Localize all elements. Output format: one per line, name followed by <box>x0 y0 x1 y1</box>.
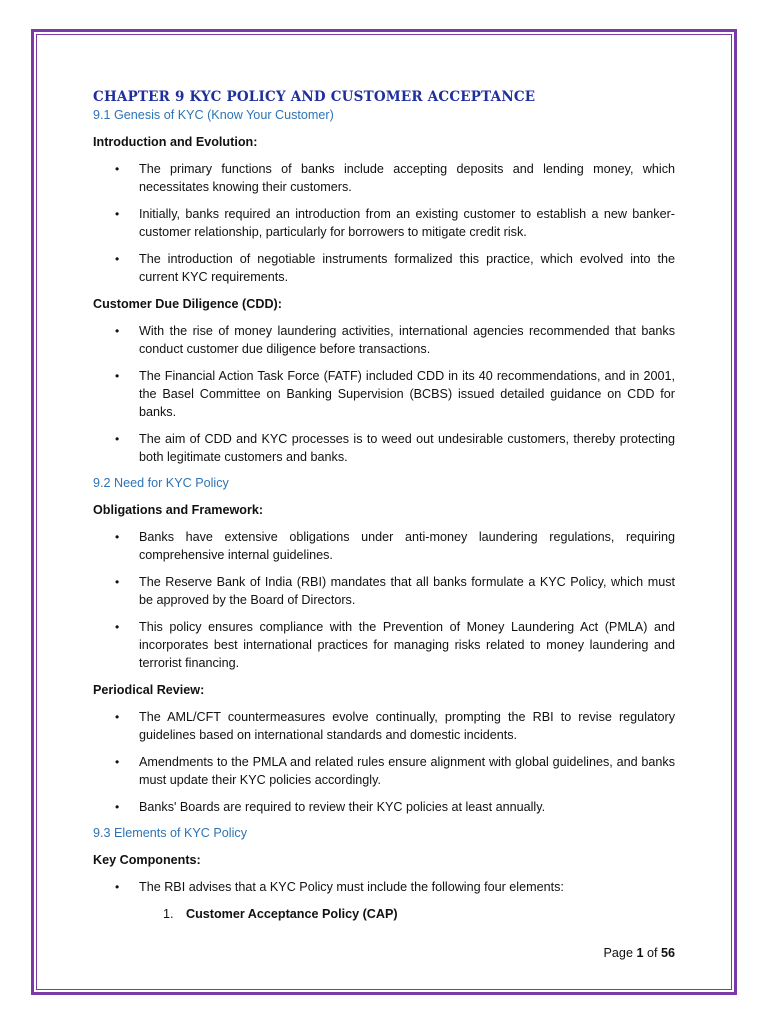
list-item-text: Banks' Boards are required to review their KYC policies at least annually. <box>139 800 546 814</box>
list-item <box>93 250 675 286</box>
bullet-list-cdd <box>93 322 675 466</box>
bullet-icon: • <box>115 207 120 221</box>
page-content <box>93 88 675 923</box>
list-item-text: The AML/CFT countermeasures evolve continually, prompting the RBI to revise regulatory guidelines based on international standards and domestic incidents. <box>139 710 675 742</box>
bullet-icon: • <box>115 369 120 383</box>
list-item-text: Banks have extensive obligations under anti-money laundering regulations, requiring comprehensive internal guidelines. <box>139 530 675 562</box>
bullet-list-review <box>93 708 675 816</box>
list-item <box>93 322 675 358</box>
page-number-total: 56 <box>660 946 675 960</box>
section-heading-9-1: 9.1 Genesis of KYC (Know Your Customer) <box>93 108 334 122</box>
list-item-text: The aim of CDD and KYC processes is to weed out undesirable customers, thereby protecting both legitimate customers and banks. <box>139 432 675 464</box>
list-item <box>93 878 675 896</box>
list-item <box>93 528 675 564</box>
list-item-text: The Reserve Bank of India (RBI) mandates that all banks formulate a KYC Policy, which must be approved by the Board of Directors. <box>139 575 675 607</box>
numbered-item <box>93 905 675 923</box>
list-item <box>93 205 675 241</box>
list-item <box>93 367 675 421</box>
subheading-key-components: Key Components: <box>93 853 201 867</box>
bullet-icon: • <box>115 880 120 894</box>
page-number <box>604 946 675 960</box>
subheading-cdd: Customer Due Diligence (CDD): <box>93 297 282 311</box>
list-item-text: The primary functions of banks include accepting deposits and lending money, which necessitates knowing their customers. <box>139 162 675 194</box>
page-number-current: 1 <box>636 946 644 960</box>
chapter-title: CHAPTER 9 KYC POLICY AND CUSTOMER ACCEPTANCE <box>93 89 536 105</box>
page-number-middle: of <box>643 946 661 960</box>
list-item <box>93 618 675 672</box>
bullet-icon: • <box>115 324 120 338</box>
list-item <box>93 573 675 609</box>
bullet-list-introduction <box>93 160 675 286</box>
subheading-introduction: Introduction and Evolution: <box>93 135 258 149</box>
list-item-text: Initially, banks required an introduction from an existing customer to establish a new banker-customer relationship, particularly for borrowers to mitigate credit risk. <box>139 207 675 239</box>
list-item <box>93 430 675 466</box>
bullet-icon: • <box>115 530 120 544</box>
list-item-text: This policy ensures compliance with the Prevention of Money Laundering Act (PMLA) and incorporates best international practices for managing risks related to money laundering and terrorist financing. <box>139 620 675 670</box>
list-item-text: Amendments to the PMLA and related rules ensure alignment with global guidelines, and banks must update their KYC policies accordingly. <box>139 755 675 787</box>
bullet-icon: • <box>115 800 120 814</box>
bullet-icon: • <box>115 620 120 634</box>
bullet-icon: • <box>115 710 120 724</box>
list-item-text: With the rise of money laundering activities, international agencies recommended that banks conduct customer due diligence before transactions. <box>139 324 675 356</box>
list-item <box>93 708 675 744</box>
section-heading-9-2: 9.2 Need for KYC Policy <box>93 476 229 490</box>
bullet-icon: • <box>115 755 120 769</box>
list-item <box>93 798 675 816</box>
numbered-list-elements <box>93 905 675 923</box>
page-number-prefix: Page <box>603 946 637 960</box>
list-item-text: The introduction of negotiable instruments formalized this practice, which evolved into the current KYC requirements. <box>139 252 675 284</box>
section-heading-9-3: 9.3 Elements of KYC Policy <box>93 826 247 840</box>
bullet-icon: • <box>115 575 120 589</box>
bullet-list-obligations <box>93 528 675 672</box>
bullet-icon: • <box>115 162 120 176</box>
subheading-periodical-review: Periodical Review: <box>93 683 205 697</box>
item-label: Customer Acceptance Policy (CAP) <box>186 907 398 921</box>
list-item-text: The Financial Action Task Force (FATF) included CDD in its 40 recommendations, and in 2001, the Basel Committee on Banking Supervision (BCBS) issued detailed guidance on CDD for banks. <box>139 369 675 419</box>
bullet-icon: • <box>115 432 120 446</box>
bullet-icon: • <box>115 252 120 266</box>
subheading-obligations: Obligations and Framework: <box>93 503 264 517</box>
list-item <box>93 160 675 196</box>
bullet-list-components <box>93 878 675 896</box>
list-item <box>93 753 675 789</box>
list-item-text: The RBI advises that a KYC Policy must include the following four elements: <box>139 880 564 894</box>
item-number: 1. <box>163 907 174 921</box>
